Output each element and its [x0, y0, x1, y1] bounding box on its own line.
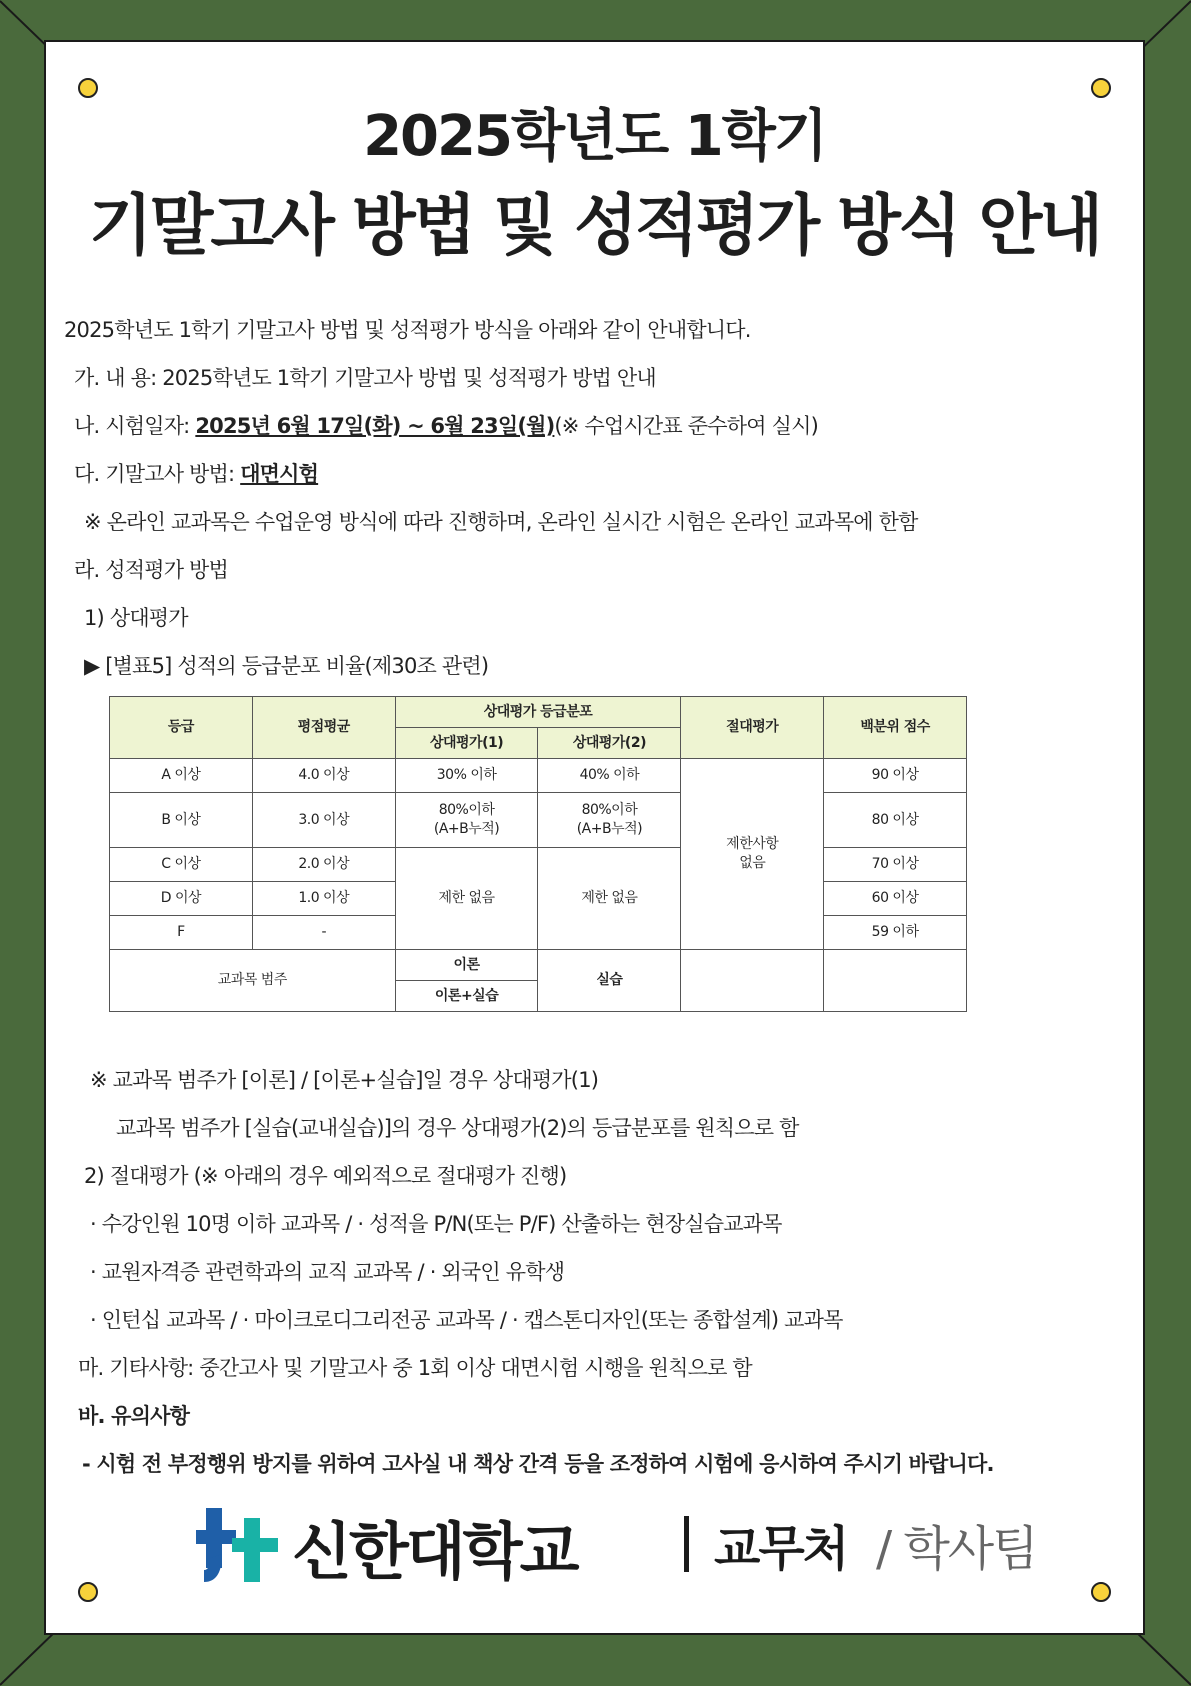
exam-method: 대면시험	[240, 462, 319, 486]
title-line-2: 기말고사 방법 및 성적평가 방식 안내	[88, 187, 1101, 264]
header-relative: 상대평가 등급분포	[395, 697, 681, 728]
item-ra2: 2) 절대평가 (※ 아래의 경우 예외적으로 절대평가 진행)	[84, 1164, 567, 1188]
pin-bottom-right	[1091, 1582, 1111, 1602]
cell-category-practice: 실습	[538, 950, 681, 1012]
cell-score: 60 이상	[824, 882, 967, 916]
item-da-label: 다. 기말고사 방법:	[74, 462, 241, 486]
table-row-category	[110, 950, 967, 981]
cell-category-empty-2	[824, 950, 967, 1012]
cell-grade: C 이상	[110, 848, 253, 882]
team-slash: /	[876, 1521, 891, 1577]
item-na-label: 나. 시험일자:	[74, 414, 196, 438]
table-row	[110, 793, 967, 848]
title-line-1: 2025학년도 1학기	[363, 104, 826, 169]
cell-gpa: 1.0 이상	[252, 882, 395, 916]
cell-gpa: 2.0 이상	[252, 848, 395, 882]
intro-text: 2025학년도 1학기 기말고사 방법 및 성적평가 방식을 아래와 같이 안내합니다.	[64, 318, 751, 342]
cell-score: 90 이상	[824, 759, 967, 793]
cell-rel2-cdf: 제한 없음	[538, 848, 681, 950]
item-na-note: (※ 수업시간표 준수하여 실시)	[554, 414, 818, 438]
department-name: 교무처	[714, 1521, 848, 1577]
header-relative-1: 상대평가(1)	[395, 728, 538, 759]
header-score: 백분위 점수	[824, 697, 967, 759]
cell-grade: D 이상	[110, 882, 253, 916]
header-absolute: 절대평가	[681, 697, 824, 759]
team-label: 학사팀	[903, 1521, 1037, 1577]
cell-rel1-cdf: 제한 없음	[395, 848, 538, 950]
notice-board	[44, 40, 1145, 1635]
cell-category-theory: 이론	[395, 950, 538, 981]
footer-logo	[196, 1502, 1037, 1588]
header-gpa: 평점평균	[252, 697, 395, 759]
item-ra2-bullet-1: · 수강인원 10명 이하 교과목 / · 성적을 P/N(또는 P/F) 산출하는 현장실습교과목	[90, 1212, 782, 1236]
cell-grade: B 이상	[110, 793, 253, 848]
cell-gpa: -	[252, 916, 395, 950]
absolute-text-2: 없음	[739, 855, 766, 871]
exam-date: 2025년 6월 17일(화) ~ 6월 23일(월)	[195, 414, 555, 438]
absolute-text-1: 제한사항	[726, 836, 779, 853]
note-1: ※ 교과목 범주가 [이론] / [이론+실습]일 경우 상대평가(1)	[90, 1068, 599, 1092]
cell-rel1	[395, 793, 538, 848]
note-2: 교과목 범주가 [실습(교내실습)]의 경우 상대평가(2)의 등급분포를 원칙으로 함	[116, 1116, 799, 1140]
cell-rel2: 40% 이하	[538, 759, 681, 793]
cell-rel1-line2: (A+B누적)	[433, 821, 500, 837]
pin-bottom-left	[78, 1582, 98, 1602]
cell-grade: A 이상	[110, 759, 253, 793]
cell-score: 80 이상	[824, 793, 967, 848]
cell-rel2	[538, 793, 681, 848]
logo-divider	[684, 1516, 689, 1572]
university-logo-icon	[196, 1508, 278, 1582]
cell-score: 70 이상	[824, 848, 967, 882]
item-ga: 가. 내 용: 2025학년도 1학기 기말고사 방법 및 성적평가 방법 안내	[74, 366, 656, 390]
grade-distribution-table	[109, 696, 967, 1012]
item-ba-note: - 시험 전 부정행위 방지를 위하여 고사실 내 책상 간격 등을 조정하여 시험에 응시하여 주시기 바랍니다.	[82, 1452, 994, 1476]
item-ma: 마. 기타사항: 중간고사 및 기말고사 중 1회 이상 대면시험 시행을 원칙으로 함	[78, 1356, 752, 1380]
team-name	[876, 1510, 1037, 1579]
item-ra2-bullet-3: · 인턴십 교과목 / · 마이크로디그리전공 교과목 / · 캡스톤디자인(또는 종합설계) 교과목	[90, 1308, 843, 1332]
header-relative-2: 상대평가(2)	[538, 728, 681, 759]
cell-category-theory-practice: 이론+실습	[395, 981, 538, 1012]
item-da-note: ※ 온라인 교과목은 수업운영 방식에 따라 진행하며, 온라인 실시간 시험은 온라인 교과목에 한함	[84, 510, 918, 534]
item-ra2-bullet-2: · 교원자격증 관련학과의 교직 교과목 / · 외국인 유학생	[90, 1260, 565, 1284]
item-na	[74, 410, 818, 440]
cell-gpa: 4.0 이상	[252, 759, 395, 793]
cell-absolute	[681, 759, 824, 950]
table-row	[110, 759, 967, 793]
cell-rel2-line2: (A+B누적)	[576, 821, 643, 837]
cell-rel1-line1: 80%이하	[438, 802, 495, 819]
cell-score: 59 이하	[824, 916, 967, 950]
table-row	[110, 848, 967, 882]
university-name: 신한대학교	[292, 1515, 577, 1588]
table-caption: ▶ [별표5] 성적의 등급분포 비율(제30조 관련)	[84, 654, 489, 678]
cell-category-label: 교과목 범주	[110, 950, 396, 1012]
item-ra1: 1) 상대평가	[84, 606, 188, 630]
cell-gpa: 3.0 이상	[252, 793, 395, 848]
cell-category-empty-1	[681, 950, 824, 1012]
item-ra: 라. 성적평가 방법	[74, 558, 229, 582]
header-grade: 등급	[110, 697, 253, 759]
item-ba: 바. 유의사항	[78, 1404, 190, 1428]
cell-rel1: 30% 이하	[395, 759, 538, 793]
cell-grade: F	[110, 916, 253, 950]
cell-rel2-line1: 80%이하	[581, 802, 638, 819]
item-da	[74, 458, 318, 488]
